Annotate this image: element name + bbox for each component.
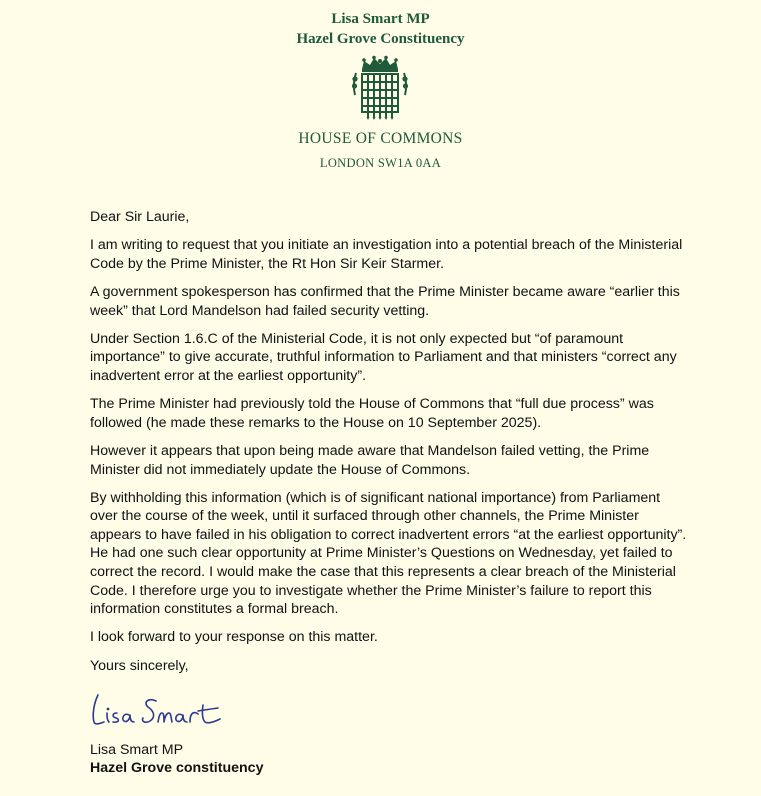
house-of-commons-title: HOUSE OF COMMONS: [298, 130, 463, 147]
handwritten-signature: [88, 689, 238, 731]
paragraph: However it appears that upon being made aware that Mandelson failed vetting, the Prime Minister did not immediately update the House of Commons.: [90, 442, 650, 478]
paragraph: I look forward to your response on this matter.: [90, 629, 378, 646]
paragraph: A government spokesperson has confirmed that the Prime Minister became aware “earlier this week” that Lord Mandelson had failed security vetting.: [90, 283, 680, 319]
letterhead-mp-name: Lisa Smart MP: [331, 11, 430, 27]
letterhead-address: LONDON SW1A 0AA: [319, 156, 442, 170]
sender-name: Lisa Smart MP: [90, 742, 184, 758]
paragraph: The Prime Minister had previously told the House of Commons that “full due process” was followed (he made these remarks to the House on 10 September 2025).: [90, 396, 654, 431]
letterhead-constituency: Hazel Grove Constituency: [296, 31, 465, 47]
paragraph: By withholding this information (which is of significant national importance) from Parliament over the course of the week, until it surfaced through other channels, the Prime Minister appears to have failed in his obligation to correct inadvertent errors “at the earliest opportunity”. He had one such clear opportunity at Prime Minister’s Questions on Wednesday, yet failed to correct the record. I would make the case that this represents a clear breach of the Ministerial Code. I therefore urge you to investigate whether the Prime Minister’s failure to report this information constitutes a formal breach.: [90, 489, 687, 618]
paragraph: I am writing to request that you initiate an investigation into a potential breach of the Ministerial Code by the Prime Minister, the Rt Hon Sir Keir Starmer.: [90, 237, 683, 272]
salutation: Dear Sir Laurie,: [90, 209, 190, 225]
portcullis-icon: [350, 55, 410, 121]
sender-constituency: Hazel Grove constituency: [90, 760, 264, 776]
closing: Yours sincerely,: [90, 657, 189, 674]
paragraph: Under Section 1.6.C of the Ministerial Code, it is not only expected but “of paramount importance” to give accurate, truthful information to Parliament and that ministers “correct any inadvertent error at the earliest opportunity”.: [90, 330, 677, 384]
letter-body: [90, 208, 690, 685]
